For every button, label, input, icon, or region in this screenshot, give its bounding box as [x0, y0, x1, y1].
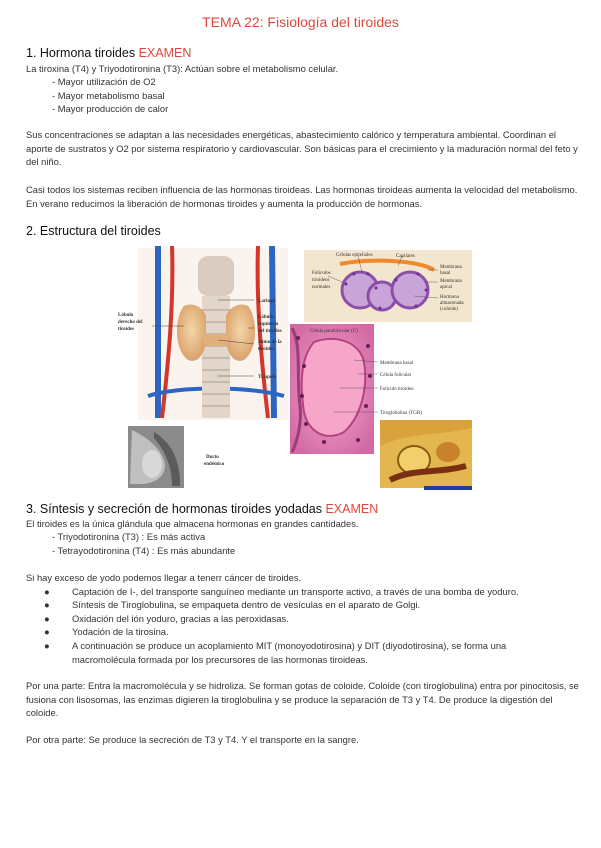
label-lobulo-izq-2: izquierdo — [258, 322, 279, 327]
label-ducto-1: Ducto — [206, 455, 219, 460]
bullet-text-2: Síntesis de Tiroglobulina, se empaqueta dentro de vesículas en el aparato de Golgi. — [72, 599, 421, 610]
s3-para-1: Por una parte: Entra la macromolécula y se hidroliza. Se forman gotas de coloide. Coloide (con tiroglobulina) entra por pinocitosis, se fusiona con lisosomas, las enzimas digieren la tiroglobulina y se produce la separación de T3 y T4. De produce la digestión del coloide. — [26, 680, 579, 719]
s1-item-2: - Mayor metabolismo basal — [52, 90, 165, 101]
s3-item-2: - Tetrayodotironina (T4) : Es más abundante — [52, 545, 236, 556]
label-ducto-2: endémico — [204, 462, 225, 467]
label-lobulo-der-1: Lóbulo — [118, 313, 134, 318]
label-foliculos-3: normales — [312, 285, 331, 290]
label-traquea: Tráquea — [258, 375, 276, 380]
label-laringe: Laringe — [258, 299, 275, 304]
bullet-text-1: Captación de I-, del transporte sanguíneo mediante un transporte activo, a través de una bomba de yoduro. — [72, 586, 519, 597]
bullet-dot-4: ● — [44, 626, 50, 637]
label-lobulo-izq-1: Lóbulo — [258, 315, 274, 320]
exam-tag-3: EXAMEN — [325, 502, 379, 516]
bullet-dot-2: ● — [44, 599, 50, 610]
s3-lead: Si hay exceso de yodo podemos llegar a tenerr cáncer de tiroides. — [26, 572, 302, 583]
bullet-item-2 — [44, 598, 564, 612]
label-lobulo-der-3: tiroides — [118, 327, 135, 332]
bullet-dot-3: ● — [44, 613, 50, 624]
label-tiroglobulina: Tiroglobulina (TGB) — [380, 411, 422, 416]
endemic-duct-photo — [128, 426, 184, 488]
label-mb-basal: Membrana basal — [380, 361, 414, 366]
label-istmo-2: tiroides — [258, 347, 275, 352]
s1-para-1: Sus concentraciones se adaptan a las necesidades energéticas, abastecimiento calórico y temperatura ambiental. Coordinan el aporte de sustratos y O2 por sistema respiratorio y cardiovascular. Son básicas para el crecimiento y la maduración normal del feto y del niño. — [26, 129, 578, 168]
label-hormona-1: Hormona — [440, 295, 459, 300]
s1-item-1: - Mayor utilización de O2 — [52, 76, 156, 87]
section-1-heading-text: 1. Hormona tiroides — [26, 46, 139, 60]
page-title: TEMA 22: Fisiología del tiroides — [202, 14, 399, 30]
s1-item-3: - Mayor producción de calor — [52, 103, 169, 114]
exam-tag-1: EXAMEN — [138, 46, 192, 60]
s1-intro: La tiroxina (T4) y Triyodotironina (T3): Actúan sobre el metabolismo celular. — [26, 63, 339, 74]
label-istmo-1: Istmo de la — [258, 340, 282, 345]
label-foliculos-2: tiroideos — [312, 278, 330, 283]
bullet-dot-5: ● — [44, 640, 50, 651]
thyroid-structure-figure — [118, 246, 474, 490]
s3-para-2: Por otra parte: Se produce la secreción de T3 y T4. Y el transporte en la sangre. — [26, 734, 359, 745]
label-celulas-epit: Células epiteliales — [336, 253, 373, 258]
figure-bar — [424, 486, 472, 490]
bullet-item-4 — [44, 625, 564, 639]
label-capilares: Capilares — [396, 254, 415, 259]
microscopy-image — [380, 420, 472, 488]
section-2-heading: 2. Estructura del tiroides — [26, 224, 161, 238]
bullet-item-1 — [44, 585, 564, 599]
label-membrana-apical-1: Membrana — [440, 279, 462, 284]
label-hormona-2: almacenada — [440, 301, 464, 306]
section-3-heading-text: 3. Síntesis y secreción de hormonas tiroides yodadas — [26, 502, 326, 516]
bullet-text-4: Yodación de la tirosina. — [72, 626, 169, 637]
label-cel-folic: Célula folicular — [380, 373, 412, 378]
label-celula-para: Célula parafolicular (C) — [310, 329, 358, 334]
bullet-text-3: Oxidación del ión yoduro, gracias a las peroxidasas. — [72, 613, 289, 624]
label-membrana-basal-2: basal — [440, 271, 451, 276]
label-hormona-3: (coloide) — [440, 307, 459, 312]
label-foliculos-1: Folículos — [312, 271, 331, 276]
bullet-item-5 — [44, 639, 564, 666]
s3-intro: El tiroides es la única glándula que almacena hormonas en grandes cantidades. — [26, 518, 359, 529]
bullet-item-3 — [44, 612, 564, 626]
label-membrana-apical-2: apical — [440, 285, 452, 290]
label-membrana-basal-1: Membrana — [440, 265, 462, 270]
label-lobulo-der-2: derecho del — [118, 320, 143, 325]
s1-para-2: Casi todos los sistemas reciben influencia de las hormonas tiroideas. Las hormonas tiroideas aumenta la velocidad del metabolismo. En verano reducimos la liberación de hormonas tiroides y aumenta la producción de hormonas. — [26, 184, 578, 209]
s3-item-1: - Triyodotironina (T3) : Es más activa — [52, 531, 206, 542]
histology-image — [290, 324, 378, 454]
bullet-text-5: A continuación se produce un acoplamiento MIT (monoyodotirosina) y DIT (diyodotirosina), se forma una macromolécula formada por los precursores de las hormonas tiroideas. — [72, 640, 507, 665]
section-1-heading — [26, 46, 191, 60]
label-lobulo-izq-3: del tiroides — [258, 329, 282, 334]
bullet-dot-1: ● — [44, 586, 50, 597]
label-foliculo-tir: Folículo tiroideo — [380, 387, 414, 392]
section-3-heading — [26, 502, 378, 516]
